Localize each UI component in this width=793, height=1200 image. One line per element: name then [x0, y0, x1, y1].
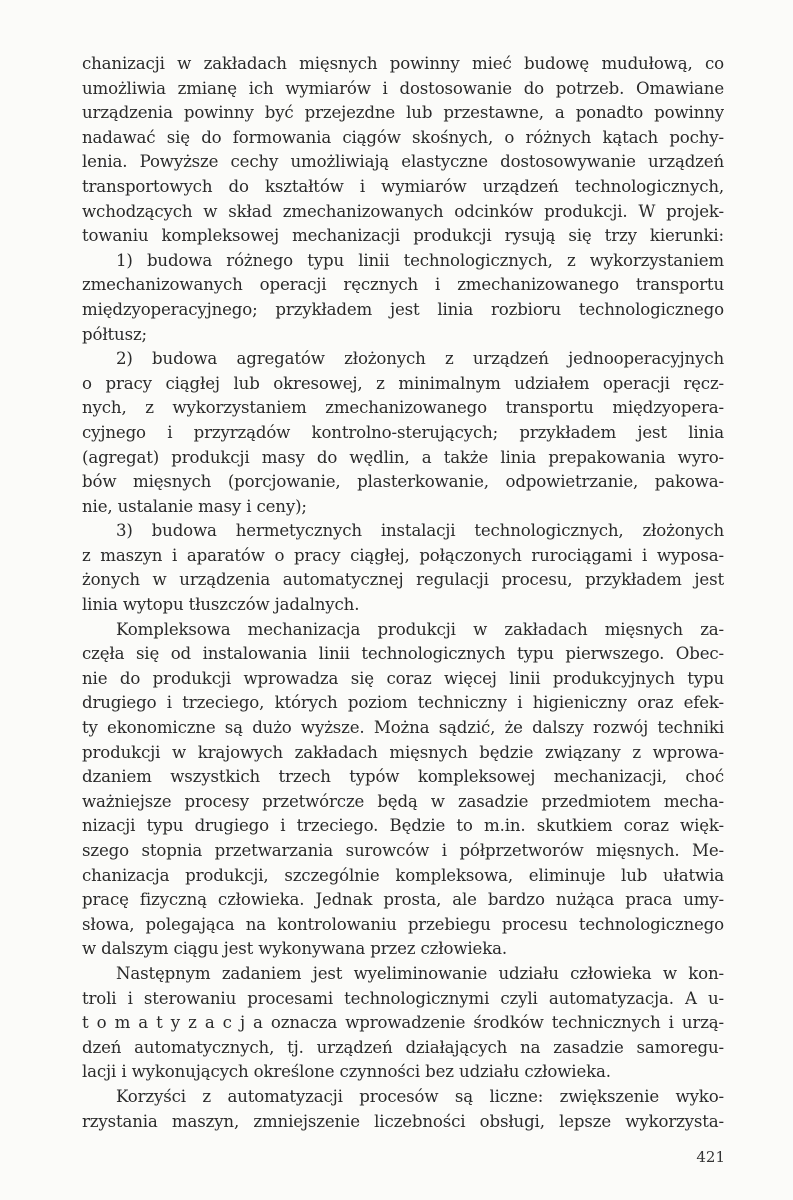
text-line: transportowych do kształtów i wymiarów urządzeń technologicznych, [82, 176, 724, 196]
text-line: troli i sterowaniu procesami technologicznymi czyli automatyzacja. A u- [82, 988, 724, 1008]
text-line: międzyoperacyjnego; przykładem jest linia rozbioru technologicznego [82, 299, 724, 319]
text-line: 1) budowa różnego typu linii technologicznych, z wykorzystaniem [116, 250, 724, 270]
text-line: o pracy ciągłej lub okresowej, z minimalnym udziałem operacji ręcz- [82, 373, 724, 393]
text-line: urządzenia powinny być przejezdne lub przestawne, a ponadto powinny [82, 103, 724, 123]
text-line: częła się od instalowania linii technologicznych typu pierwszego. Obec- [82, 644, 724, 664]
text-line: Kompleksowa mechanizacja produkcji w zakładach mięsnych za- [116, 619, 724, 639]
text-line: z maszyn i aparatów o pracy ciągłej, połączonych rurociągami i wyposa- [82, 545, 724, 565]
text-line: nych, z wykorzystaniem zmechanizowanego transportu międzyopera- [82, 398, 724, 418]
text-line: ważniejsze procesy przetwórcze będą w zasadzie przedmiotem mecha- [82, 791, 724, 811]
text-line: Korzyści z automatyzacji procesów są liczne: zwiększenie wyko- [116, 1086, 724, 1106]
text-line: dzeń automatycznych, tj. urządzeń działających na zasadzie samoregu- [82, 1037, 724, 1057]
text-line: 3) budowa hermetycznych instalacji technologicznych, złożonych [116, 521, 724, 541]
text-line: Następnym zadaniem jest wyeliminowanie udziału człowieka w kon- [116, 963, 724, 983]
text-line: półtusz; [82, 324, 147, 344]
text-line: (agregat) produkcji masy do wędlin, a także linia prepakowania wyro- [82, 447, 724, 467]
text-line: drugiego i trzeciego, których poziom techniczny i higieniczny oraz efek- [82, 693, 724, 713]
text-line: ty ekonomiczne są dużo wyższe. Można sądzić, że dalszy rozwój techniki [82, 718, 724, 738]
text-line: żonych w urządzenia automatycznej regulacji procesu, przykładem jest [82, 570, 724, 590]
text-line: linia wytopu tłuszczów jadalnych. [82, 595, 360, 615]
body-text [82, 52, 724, 1134]
page-number: 421 [696, 1148, 725, 1166]
text-line: chanizacji w zakładach mięsnych powinny mieć budowę mudułową, co [82, 54, 724, 73]
text-line: nadawać się do formowania ciągów skośnych, o różnych kątach pochy- [82, 127, 724, 147]
text-line: lacji i wykonujących określone czynności bez udziału człowieka. [82, 1062, 611, 1082]
text-line: towaniu kompleksowej mechanizacji produkcji rysują się trzy kierunki: [82, 226, 724, 246]
text-line: wchodzących w skład zmechanizowanych odcinków produkcji. W projek- [82, 201, 724, 221]
text-line: nizacji typu drugiego i trzeciego. Będzie to m.in. skutkiem coraz więk- [82, 816, 724, 836]
text-line: produkcji w krajowych zakładach mięsnych będzie związany z wprowa- [82, 742, 724, 762]
text-line: t o m a t y z a c j a oznacza wprowadzenie środków technicznych i urzą- [82, 1013, 724, 1033]
text-line: dzaniem wszystkich trzech typów kompleksowej mechanizacji, choć [82, 767, 724, 787]
text-line: szego stopnia przetwarzania surowców i półprzetworów mięsnych. Me- [82, 841, 724, 860]
text-line: chanizacja produkcji, szczególnie kompleksowa, eliminuje lub ułatwia [82, 865, 724, 885]
text-line: bów mięsnych (porcjowanie, plasterkowanie, odpowietrzanie, pakowa- [82, 472, 724, 492]
text-line: słowa, polegająca na kontrolowaniu przebiegu procesu technologicznego [82, 914, 724, 934]
text-line: rzystania maszyn, zmniejszenie liczebności obsługi, lepsze wykorzysta- [82, 1111, 724, 1131]
text-line: nie do produkcji wprowadza się coraz więcej linii produkcyjnych typu [82, 668, 724, 688]
text-line: umożliwia zmianę ich wymiarów i dostosowanie do potrzeb. Omawiane [82, 78, 724, 98]
text-line: cyjnego i przyrządów kontrolno-sterujących; przykładem jest linia [82, 422, 724, 442]
text-line: lenia. Powyższe cechy umożliwiają elastyczne dostosowywanie urządzeń [82, 152, 724, 172]
text-line: pracę fizyczną człowieka. Jednak prosta, ale bardzo nużąca praca umy- [82, 890, 724, 910]
text-line: nie, ustalanie masy i ceny); [82, 496, 307, 516]
text-line: zmechanizowanych operacji ręcznych i zmechanizowanego transportu [82, 275, 724, 295]
text-line: 2) budowa agregatów złożonych z urządzeń jednooperacyjnych [116, 349, 724, 369]
text-line: w dalszym ciągu jest wykonywana przez człowieka. [82, 939, 507, 959]
